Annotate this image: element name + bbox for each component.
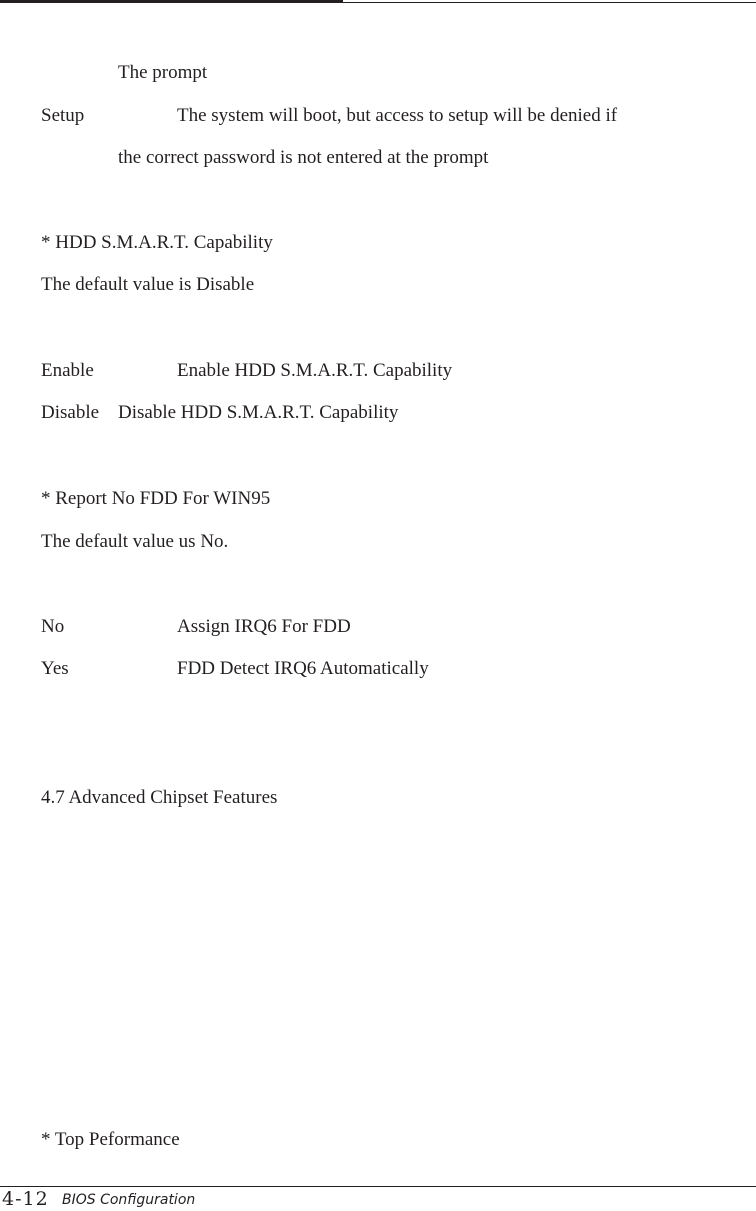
hdd-smart-option-label: Disable [41, 402, 100, 423]
footer-page-number: 4-12 [2, 1188, 49, 1210]
report-fdd-option-description: Assign IRQ6 For FDD [177, 616, 351, 637]
setup-option-label: Setup [41, 105, 85, 126]
footer-title: BIOS Configuration [62, 1192, 196, 1208]
section-heading: 4.7 Advanced Chipset Features [41, 787, 278, 808]
report-fdd-heading: * Report No FDD For WIN95 [41, 488, 271, 509]
report-fdd-option-label: No [41, 616, 65, 637]
footer-rule [0, 1186, 756, 1187]
setup-option-description-continued: the correct password is not entered at the prompt [118, 147, 489, 168]
header-rule-thick [0, 0, 343, 3]
hdd-smart-option-label: Enable [41, 360, 94, 381]
top-performance-heading: * Top Peformance [41, 1129, 180, 1150]
hdd-smart-option-description: Enable HDD S.M.A.R.T. Capability [177, 360, 453, 381]
hdd-smart-heading: * HDD S.M.A.R.T. Capability [41, 232, 273, 253]
report-fdd-default: The default value us No. [41, 531, 229, 552]
prompt-line: The prompt [118, 62, 208, 83]
report-fdd-option-description: FDD Detect IRQ6 Automatically [177, 658, 429, 679]
header-rule-thin [343, 2, 756, 3]
hdd-smart-option-description: Disable HDD S.M.A.R.T. Capability [118, 402, 399, 423]
hdd-smart-default: The default value is Disable [41, 274, 255, 295]
setup-option-description: The system will boot, but access to setup will be denied if [177, 105, 618, 126]
report-fdd-option-label: Yes [41, 658, 69, 679]
